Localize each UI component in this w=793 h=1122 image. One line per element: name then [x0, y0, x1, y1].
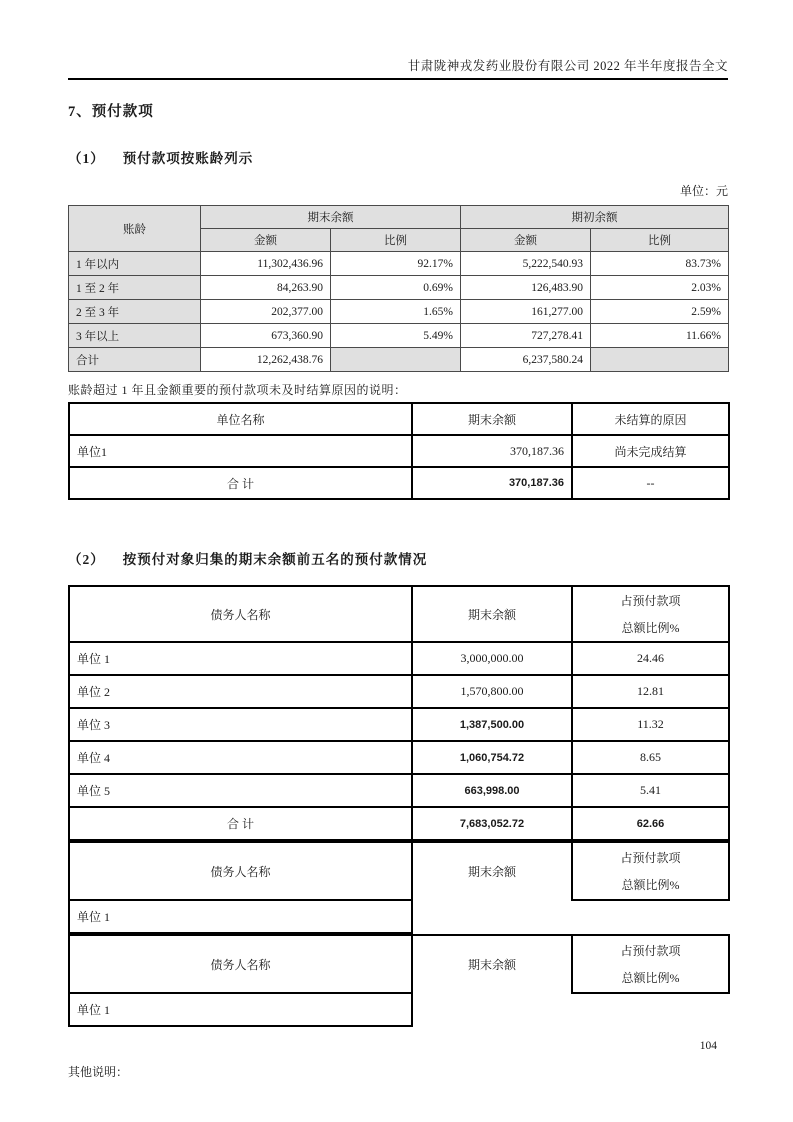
total-label-cell: 合 计 — [69, 467, 412, 499]
ratio-cell: 12.81 — [572, 675, 729, 708]
document-header-title: 甘肃陇神戎发药业股份有限公司 2022 年半年度报告全文 — [68, 0, 728, 80]
ending-balance-header: 期末余额 — [412, 586, 572, 642]
ratio-cell: 24.46 — [572, 642, 729, 675]
ratio-header-line1: 占预付款项 — [620, 594, 681, 608]
unit-label: 单位：元 — [679, 184, 728, 198]
table-row — [69, 324, 729, 348]
ratio-cell: 2.59% — [591, 300, 729, 324]
ratio-header — [572, 586, 729, 642]
ratio-cell: 5.49% — [331, 324, 461, 348]
table-row — [69, 435, 729, 467]
ratio-header-lines — [573, 587, 728, 641]
other-note: 其他说明： — [68, 1065, 129, 1079]
debtor-cell: 单位 3 — [69, 708, 412, 741]
extra-header-block-1 — [68, 841, 730, 934]
ratio-col-header: 比例 — [591, 229, 729, 252]
debtor-cell: 单位 4 — [69, 741, 412, 774]
aging-table — [68, 205, 729, 372]
aging-label-cell: 3 年以上 — [69, 324, 201, 348]
debtor-cell: 单位 5 — [69, 774, 412, 807]
ending-balance-header: 期末余额 — [412, 935, 572, 993]
ratio-header-line2: 总额比例% — [621, 621, 680, 635]
balance-cell: 663,998.00 — [412, 774, 572, 807]
table-row — [69, 708, 729, 741]
ratio-header-lines — [573, 937, 728, 991]
ending-balance-header: 期末余额 — [412, 842, 572, 900]
ratio-cell: 1.65% — [331, 300, 461, 324]
empty-cell — [412, 993, 572, 1026]
ratio-header-line1: 占预付款项 — [620, 944, 681, 958]
empty-cell — [572, 993, 729, 1026]
empty-cell — [412, 900, 572, 933]
section-heading-prepayments: 7、预付款项 — [68, 104, 154, 120]
amount-cell: 84,263.90 — [201, 276, 331, 300]
aging-note: 账龄超过 1 年且金额重要的预付款项未及时结算原因的说明： — [68, 383, 407, 397]
page-content — [68, 0, 728, 1080]
amount-col-header: 金额 — [201, 229, 331, 252]
total-ratio-cell: 62.66 — [572, 807, 729, 840]
reason-cell: 尚未完成结算 — [572, 435, 729, 467]
settlement-table — [68, 402, 730, 500]
table-row — [69, 206, 729, 229]
reason-header: 未结算的原因 — [572, 403, 729, 435]
amount-cell: 11,302,436.96 — [201, 252, 331, 276]
debtor-cell: 单位 2 — [69, 675, 412, 708]
table-row — [69, 300, 729, 324]
total-balance-cell: 7,683,052.72 — [412, 807, 572, 840]
amount-cell: 126,483.90 — [461, 276, 591, 300]
ratio-header-line2: 总额比例% — [621, 878, 680, 892]
ratio-header — [572, 935, 729, 993]
unit-name-header: 单位名称 — [69, 403, 412, 435]
subsection-index: （2） — [68, 552, 105, 567]
subsection-heading-top5 — [68, 548, 728, 568]
extra-header-block-2 — [68, 934, 730, 1027]
amount-col-header: 金额 — [461, 229, 591, 252]
balance-cell: 3,000,000.00 — [412, 642, 572, 675]
ratio-cell: 92.17% — [331, 252, 461, 276]
ratio-cell: 2.03% — [591, 276, 729, 300]
amount-cell: 5,222,540.93 — [461, 252, 591, 276]
total-reason-cell: -- — [572, 467, 729, 499]
balance-cell: 1,387,500.00 — [412, 708, 572, 741]
aging-col-header: 账龄 — [69, 206, 201, 252]
amount-cell: 727,278.41 — [461, 324, 591, 348]
page-number: 104 — [699, 1040, 717, 1052]
ratio-cell: 83.73% — [591, 252, 729, 276]
unit-name-cell: 单位1 — [69, 435, 412, 467]
ratio-header-lines — [573, 844, 728, 898]
table-row-total — [69, 467, 729, 499]
subsection-index: （1） — [68, 151, 105, 166]
debtor-name-header: 债务人名称 — [69, 586, 412, 642]
empty-cell — [572, 900, 729, 933]
ratio-cell: 5.41 — [572, 774, 729, 807]
balance-cell: 1,570,800.00 — [412, 675, 572, 708]
total-label-cell: 合计 — [69, 348, 201, 372]
empty-ratio-cell — [331, 348, 461, 372]
aging-label-cell: 1 年以内 — [69, 252, 201, 276]
ratio-col-header: 比例 — [331, 229, 461, 252]
debtor-name-header: 债务人名称 — [69, 842, 412, 900]
amount-cell: 202,377.00 — [201, 300, 331, 324]
beginning-balance-group-header: 期初余额 — [461, 206, 729, 229]
ratio-header-line1: 占预付款项 — [620, 851, 681, 865]
table-row — [69, 842, 729, 900]
ratio-cell: 11.66% — [591, 324, 729, 348]
ratio-cell: 0.69% — [331, 276, 461, 300]
table-row — [69, 252, 729, 276]
debtor-cell: 单位 1 — [69, 993, 412, 1026]
table-row — [69, 276, 729, 300]
total-label-cell: 合 计 — [69, 807, 412, 840]
empty-ratio-cell — [591, 348, 729, 372]
subsection-title: 预付款项按账龄列示 — [122, 151, 254, 166]
table-row — [69, 774, 729, 807]
table-row-total — [69, 348, 729, 372]
subsection-heading-aging — [68, 147, 728, 167]
total-amount-cell: 6,237,580.24 — [461, 348, 591, 372]
total-balance-cell: 370,187.36 — [412, 467, 572, 499]
amount-cell: 673,360.90 — [201, 324, 331, 348]
table-row — [69, 900, 729, 933]
ratio-header — [572, 842, 729, 900]
aging-label-cell: 1 至 2 年 — [69, 276, 201, 300]
balance-cell: 1,060,754.72 — [412, 741, 572, 774]
table-row — [69, 642, 729, 675]
table-row — [69, 675, 729, 708]
debtor-cell: 单位 1 — [69, 642, 412, 675]
debtor-cell: 单位 1 — [69, 900, 412, 933]
ending-balance-header: 期末余额 — [412, 403, 572, 435]
amount-cell: 161,277.00 — [461, 300, 591, 324]
ending-balance-group-header: 期末余额 — [201, 206, 461, 229]
aging-label-cell: 2 至 3 年 — [69, 300, 201, 324]
table-row — [69, 586, 729, 642]
ratio-header-line2: 总额比例% — [621, 971, 680, 985]
table-row — [69, 741, 729, 774]
ratio-cell: 11.32 — [572, 708, 729, 741]
debtor-name-header: 债务人名称 — [69, 935, 412, 993]
table-row-total — [69, 807, 729, 840]
ratio-cell: 8.65 — [572, 741, 729, 774]
table-row — [69, 993, 729, 1026]
table-row — [69, 403, 729, 435]
total-amount-cell: 12,262,438.76 — [201, 348, 331, 372]
table-row — [69, 935, 729, 993]
balance-cell: 370,187.36 — [412, 435, 572, 467]
top5-table — [68, 585, 730, 841]
subsection-title: 按预付对象归集的期末余额前五名的预付款情况 — [122, 552, 428, 567]
